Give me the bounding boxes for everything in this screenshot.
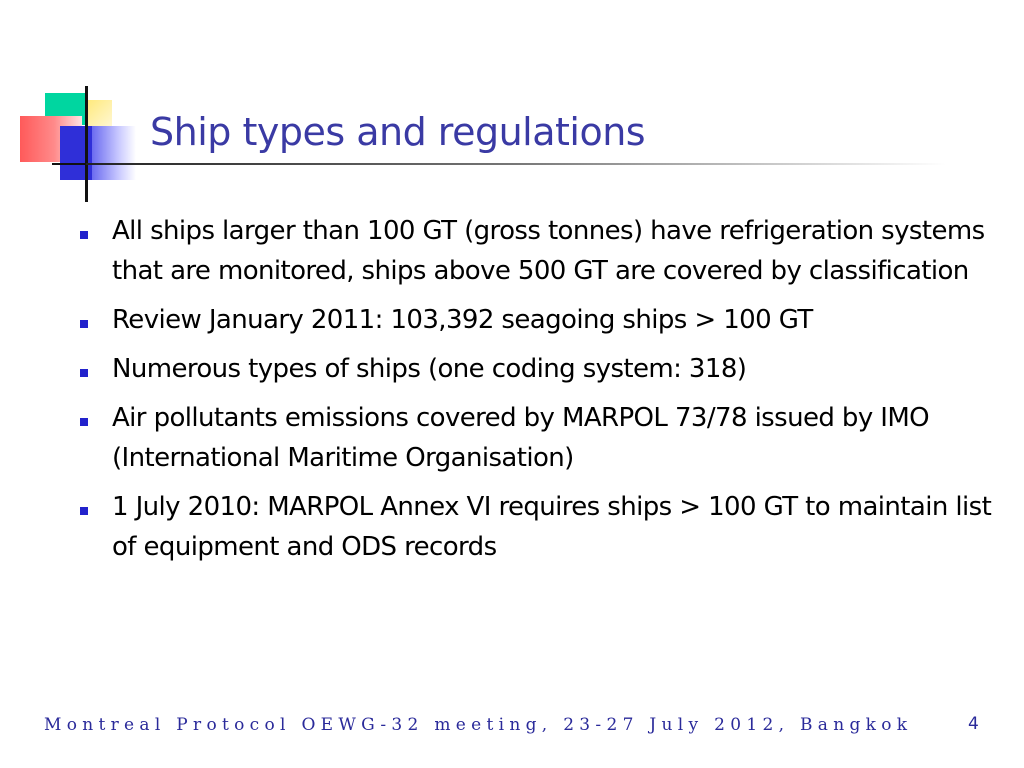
bullet-text: Numerous types of ships (one coding system: 318): [112, 354, 747, 384]
slide-title: Ship types and regulations: [150, 110, 646, 154]
bullet-item: [80, 349, 1015, 389]
square-bullet-icon: [80, 507, 88, 515]
square-bullet-icon: [80, 320, 88, 328]
bullet-text: All ships larger than 100 GT (gross tonnes) have refrigeration systems that are monitored, ships above 500 GT are covered by classification: [112, 216, 985, 286]
logo-vertical-line: [85, 86, 88, 202]
bullet-item: [80, 300, 1015, 340]
bullet-text: Review January 2011: 103,392 seagoing ships > 100 GT: [112, 305, 813, 335]
bullet-item: [80, 398, 1015, 478]
square-bullet-icon: [80, 418, 88, 426]
bullet-text: Air pollutants emissions covered by MARPOL 73/78 issued by IMO (International Maritime Organisation): [112, 403, 930, 473]
bullet-item: [80, 211, 1015, 291]
footer-text: Montreal Protocol OEWG-32 meeting, 23-27 July 2012, Bangkok: [44, 715, 913, 735]
square-bullet-icon: [80, 369, 88, 377]
title-underline: [86, 163, 946, 165]
bullet-list: [80, 211, 1015, 576]
logo-yellow-square: [86, 100, 112, 126]
page-number: 4: [968, 714, 979, 734]
bullet-text: 1 July 2010: MARPOL Annex VI requires ships > 100 GT to maintain list of equipment and ODS records: [112, 492, 992, 562]
bullet-item: [80, 487, 1015, 567]
decorative-logo: [0, 0, 150, 210]
square-bullet-icon: [80, 231, 88, 239]
logo-blue-gradient: [92, 126, 136, 180]
